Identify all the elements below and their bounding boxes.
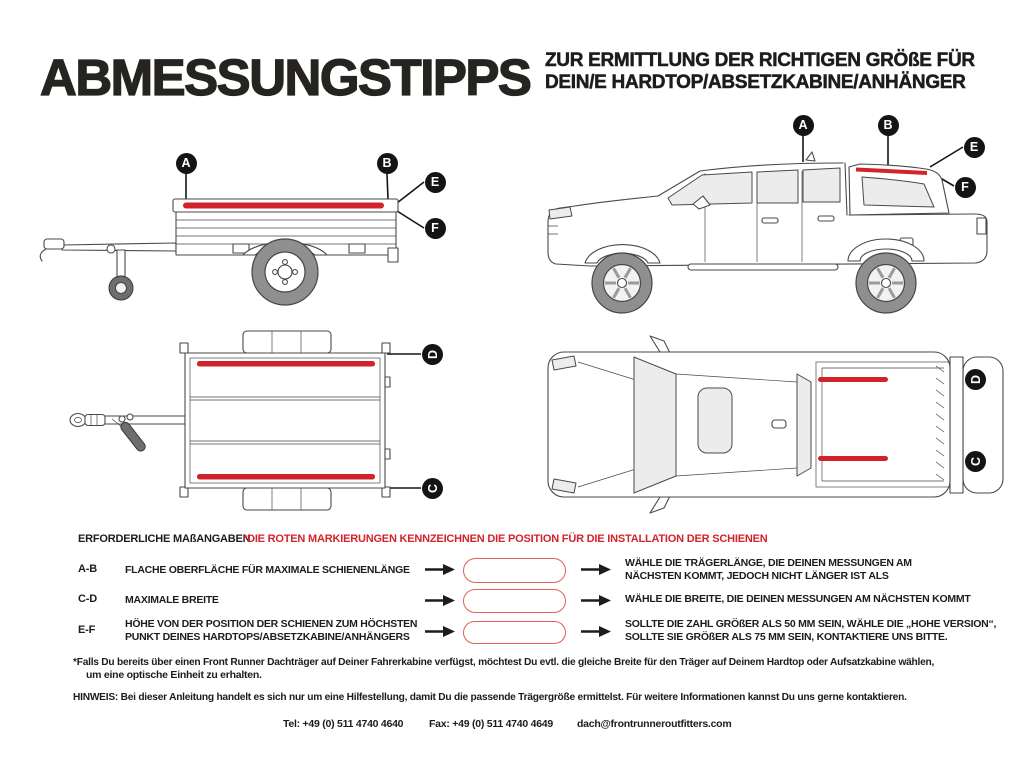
arrow-right-icon <box>580 625 612 638</box>
row-cd-code: C-D <box>78 593 97 605</box>
rail-position-marking-red <box>183 203 384 209</box>
arrow-right-icon <box>424 594 456 607</box>
row-ab-result-line1: WÄHLE DIE TRÄGERLÄNGE, DIE DEINEN MESSUNGEN AM <box>625 557 912 569</box>
row-ab-result-line2: NÄCHSTEN KOMMT, JEDOCH NICHT LÄNGER IST ALS <box>625 570 889 582</box>
row-cd-description: MAXIMALE BREITE <box>125 594 219 606</box>
marker-c-trailer-top: C <box>422 478 443 499</box>
rail-position-marking-red <box>197 361 375 367</box>
truck-top-body <box>548 336 1003 513</box>
subtitle-line1: ZUR ERMITTLUNG DER RICHTIGEN GRÖßE FÜR <box>545 50 975 71</box>
row-ef-result-line1: SOLLTE DIE ZAHL GRÖßER ALS 50 MM SEIN, WÄHLE DIE „HOHE VERSION“, <box>625 618 997 630</box>
measurement-field-oval-ef <box>463 621 566 644</box>
arrow-right-icon <box>580 563 612 576</box>
arrow-right-icon <box>424 563 456 576</box>
requirements-heading: ERFORDERLICHE MAßANGABEN <box>78 533 251 545</box>
trailer-box-top <box>180 331 390 510</box>
row-ef-description-line2: PUNKT DEINES HARDTOPS/ABSETZKABINE/ANHÄNGERS <box>125 631 410 643</box>
measurement-field-oval-ab <box>463 558 566 583</box>
row-ef-code: E-F <box>78 624 96 636</box>
marker-d-truck-top: D <box>965 369 986 390</box>
rail-position-marking-red <box>197 474 375 480</box>
contact-tel: Tel: +49 (0) 511 4740 4640 <box>283 718 404 730</box>
hinweis-note: HINWEIS: Bei dieser Anleitung handelt es sich nur um eine Hilfestellung, damit Du die passende Trägergröße ermittelst. Für weitere Informationen kannst Du uns gerne kontaktieren. <box>73 691 907 703</box>
contact-fax: Fax: +49 (0) 511 4740 4649 <box>429 718 553 730</box>
marker-e-trailer-side: E <box>425 172 446 193</box>
trailer-top-view-diagram <box>30 325 470 530</box>
truck-top-view-diagram <box>540 330 1010 535</box>
marker-connector-lines <box>387 354 421 488</box>
page-subtitle <box>545 50 975 94</box>
red-markings-note: *DIE ROTEN MARKIERUNGEN KENNZEICHNEN DIE POSITION FÜR DIE INSTALLATION DER SCHIENEN <box>243 533 768 545</box>
row-ab-description: FLACHE OBERFLÄCHE FÜR MAXIMALE SCHIENENLÄNGE <box>125 564 410 576</box>
footnote-line1: *Falls Du bereits über einen Front Runner Dachträger auf Deiner Fahrerkabine verfügst, möchtest Du evtl. die gleiche Breite für den Träger auf Deinem Hardtop oder Aufsatzkabine wählen, <box>73 656 935 668</box>
trailer-drawbar <box>40 239 176 300</box>
truck-wheels <box>585 239 924 313</box>
marker-b-trailer-side: B <box>377 153 398 174</box>
measurement-field-oval-cd <box>463 589 566 613</box>
row-cd-result-line1: WÄHLE DIE BREITE, DIE DEINEN MESSUNGEN AM NÄCHSTEN KOMMT <box>625 593 971 605</box>
marker-c-truck-top: C <box>965 451 986 472</box>
trailer-side-view-diagram <box>25 130 470 320</box>
marker-d-trailer-top: D <box>422 344 443 365</box>
arrow-right-icon <box>424 625 456 638</box>
trailer-hitch-assembly <box>70 414 185 453</box>
footnote-line2: um eine optische Einheit zu erhalten. <box>86 669 262 681</box>
rail-position-marking-red <box>818 377 888 382</box>
rail-position-marking-red <box>818 456 888 461</box>
trailer-wheel <box>243 239 327 305</box>
page-title: ABMESSUNGSTIPPS <box>40 49 531 106</box>
row-ab-code: A-B <box>78 563 97 575</box>
row-ef-result-line2: SOLLTE SIE GRÖßER ALS 75 MM SEIN, KONTAKTIERE UNS BITTE. <box>625 631 948 643</box>
marker-b-truck-side: B <box>878 115 899 136</box>
truck-side-view-diagram <box>525 110 1010 320</box>
marker-a-truck-side: A <box>793 115 814 136</box>
marker-a-trailer-side: A <box>176 153 197 174</box>
marker-e-truck-side: E <box>964 137 985 158</box>
subtitle-line2: DEIN/E HARDTOP/ABSETZKABINE/ANHÄNGER <box>545 72 966 93</box>
arrow-right-icon <box>580 594 612 607</box>
marker-f-truck-side: F <box>955 177 976 198</box>
marker-f-trailer-side: F <box>425 218 446 239</box>
row-ef-description-line1: HÖHE VON DER POSITION DER SCHIENEN ZUM HÖCHSTEN <box>125 618 418 630</box>
contact-email: dach@frontrunneroutfitters.com <box>577 718 732 730</box>
